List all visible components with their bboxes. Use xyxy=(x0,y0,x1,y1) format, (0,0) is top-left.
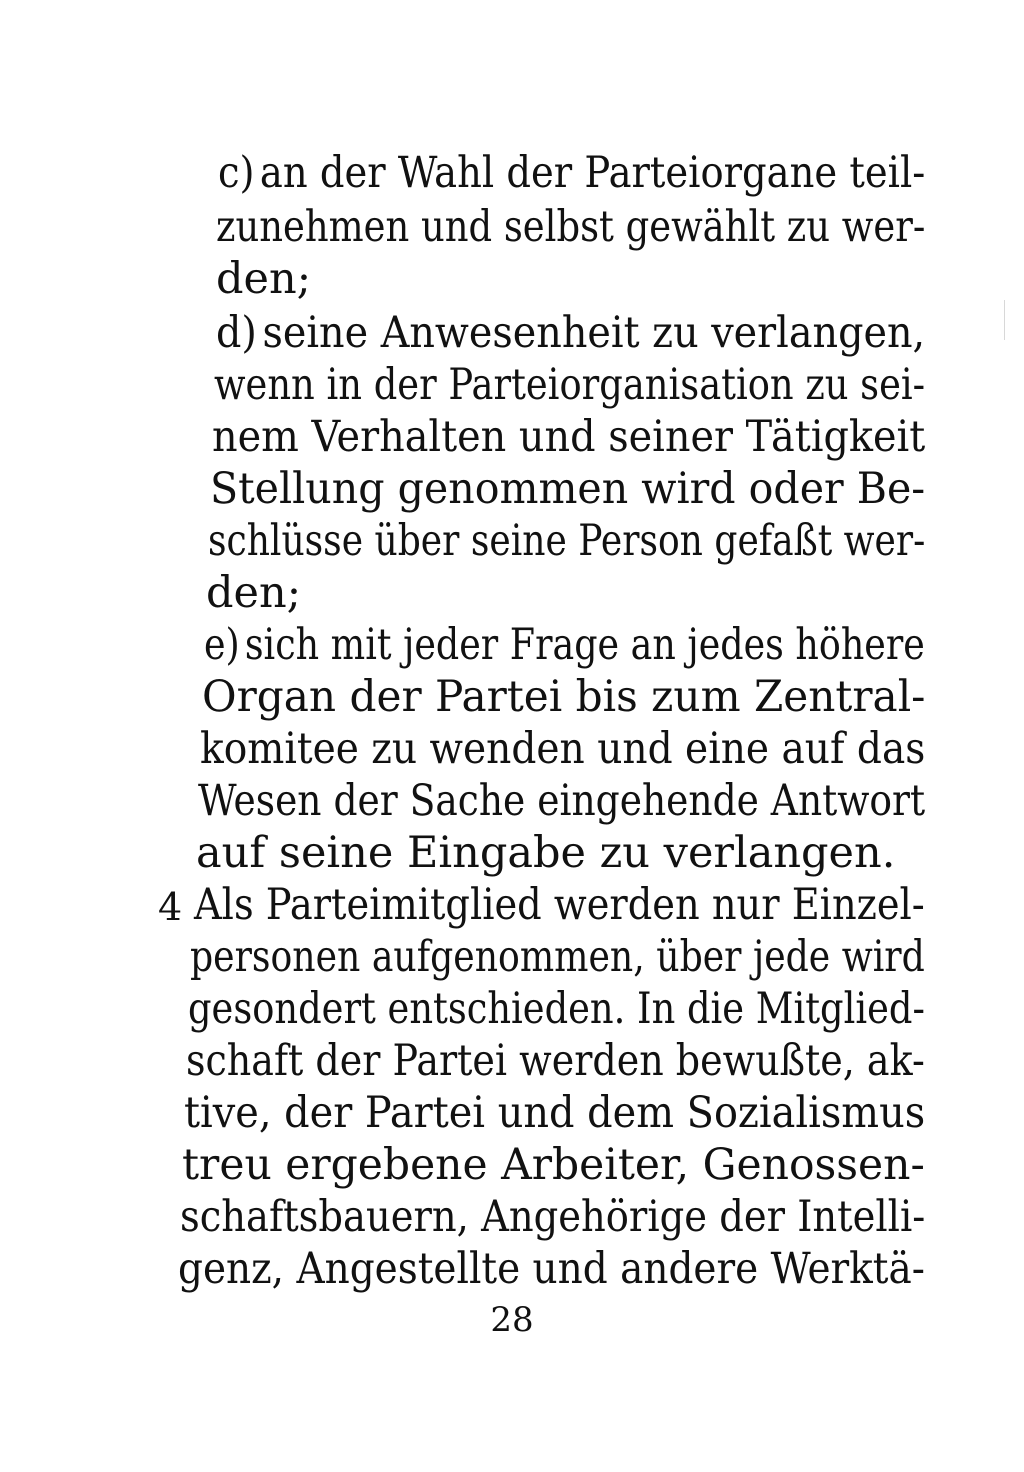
item-d-line-3: nem Verhalten und seiner Tätigkeit xyxy=(212,412,926,462)
item-e-line-4: Wesen der Sache eingehende Antwort xyxy=(198,776,926,826)
item-d-line-4: Stellung genommen wird oder Be- xyxy=(210,464,926,514)
item-c-text-1: an der Wahl der Parteiorgane teil- xyxy=(259,148,926,198)
item-c-label: c) xyxy=(218,148,255,198)
item-e-text-1: sich mit jeder Frage an jedes höhere xyxy=(244,620,925,670)
item-c-line-2: zunehmen und selbst gewählt zu wer- xyxy=(216,202,926,252)
item-e-line-1 xyxy=(204,622,925,668)
item-d-text-1: seine Anwesenheit zu verlangen, xyxy=(262,308,926,358)
item-e-line-5: auf seine Eingabe zu verlangen. xyxy=(196,828,896,878)
section-4-line-6: treu ergebene Arbeiter, Genossen- xyxy=(182,1140,925,1190)
item-d-line-2: wenn in der Parteiorganisation zu sei- xyxy=(214,360,926,410)
section-4-line-2: personen aufgenommen, über jede wird xyxy=(190,932,925,982)
page-edge-mark xyxy=(1004,300,1005,340)
section-4-line-7: schaftsbauern, Angehörige der Intelli- xyxy=(180,1192,926,1242)
page-number: 28 xyxy=(490,1300,534,1340)
section-4-line-1: Als Parteimitglied werden nur Einzel- xyxy=(194,880,925,930)
item-c-line-1 xyxy=(218,150,925,196)
section-4-line-4: schaft der Partei werden bewußte, ak- xyxy=(186,1036,925,1086)
item-d-label: d) xyxy=(216,308,257,358)
section-4-line-3: gesondert entschieden. In die Mitglied- xyxy=(188,984,925,1034)
section-4-line-8: genz, Angestellte und andere Werktä- xyxy=(178,1244,925,1294)
item-e-label: e) xyxy=(204,620,240,670)
item-e-line-3: komitee zu wenden und eine auf das xyxy=(200,724,926,774)
section-number: 4 xyxy=(158,885,183,929)
item-d-line-6: den; xyxy=(206,568,302,618)
item-e-line-2: Organ der Partei bis zum Zentral- xyxy=(202,672,926,722)
item-d-line-1 xyxy=(216,310,925,356)
item-c-line-3: den; xyxy=(216,254,312,304)
item-d-line-5: schlüsse über seine Person gefaßt wer- xyxy=(208,516,926,566)
section-4-line-5: tive, der Partei und dem Sozialismus xyxy=(184,1088,926,1138)
